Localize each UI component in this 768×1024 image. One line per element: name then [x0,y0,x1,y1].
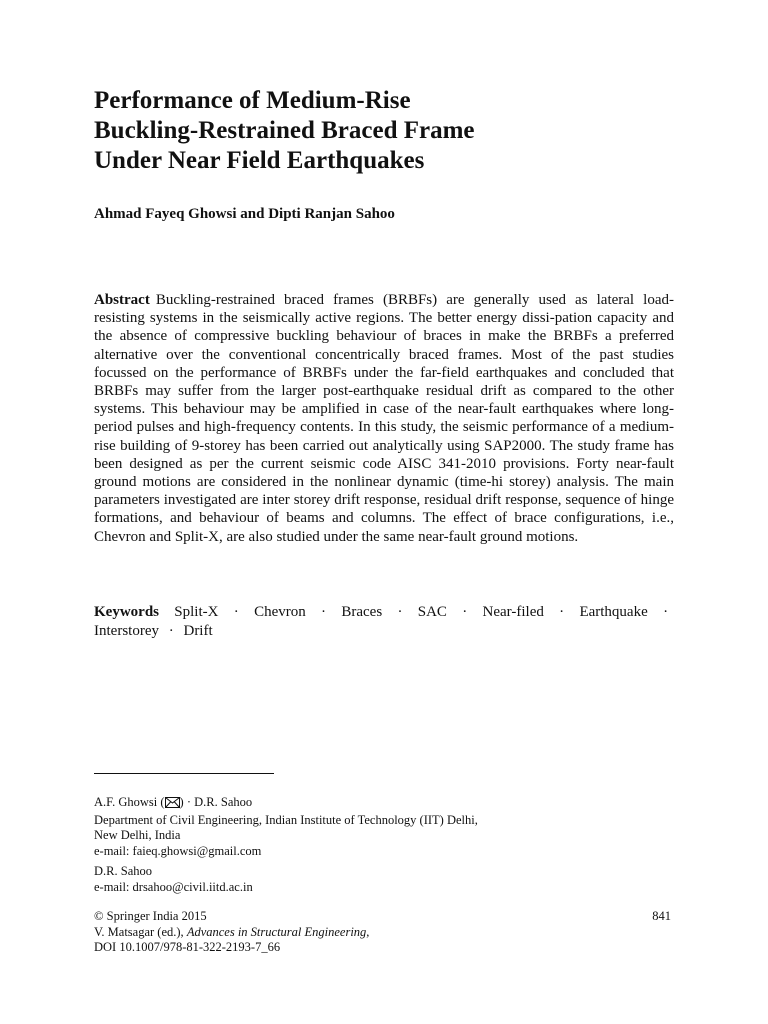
keyword-item: SAC [417,604,447,620]
book-citation [94,925,369,941]
keyword-separator: · [168,623,174,639]
keyword-separator: · [663,604,669,620]
keyword-item: Drift [183,623,213,639]
citation-suffix: , [366,924,370,939]
author1-name: A.F. Ghowsi ( [94,795,165,809]
paper-title [94,86,694,176]
keyword-separator: · [462,604,468,620]
book-title: Advances in Structural Engineering [186,924,367,939]
keyword-separator: · [321,604,327,620]
title-line-2: Buckling-Restrained Braced Frame [94,117,475,144]
copyright-block [94,909,369,956]
footnote-divider [94,773,274,774]
second-author-contact [94,864,654,895]
copyright-line: © Springer India 2015 [94,909,207,923]
doi: DOI 10.1007/978-81-322-2193-7_66 [94,940,281,954]
editor-text: V. Matsagar (ed.), [94,924,187,939]
email-2: e-mail: drsahoo@civil.iitd.ac.in [94,879,253,894]
keyword-separator: · [397,604,403,620]
keyword-separator: · [233,604,239,620]
corresponding-author-line [94,795,654,813]
keyword-item: Near-filed [482,604,544,620]
keyword-item: Split-X [174,604,219,620]
envelope-icon [165,797,180,813]
keyword-item: Braces [341,604,383,620]
author-list: Ahmad Fayeq Ghowsi and Dipti Ranjan Sahoo [94,206,395,222]
title-line-3: Under Near Field Earthquakes [94,147,425,174]
abstract-label: Abstract [94,292,150,308]
title-line-1: Performance of Medium-Rise [94,87,411,114]
city: New Delhi, India [94,828,181,842]
email-1: e-mail: faieq.ghowsi@gmail.com [94,843,262,858]
abstract [94,291,674,546]
abstract-text: Buckling-restrained braced frames (BRBFs) are generally used as lateral load-resisting systems in the seismically active regions. The better energy dissi-pation capacity and the absence of compressive buckling behaviour of braces in make the BRBFs a preferred alternative over the conventional concentrically braced frames. Most of the past studies focussed on the performance of BRBFs under the far-field earthquakes and concluded that BRBFs may suffer from the larger post-earthquake residual drift as compared to the other systems. This behaviour may be amplified in case of the near-fault earthquakes where long-period pulses and high-frequency contents. In this study, the seismic performance of a medium-rise building of 9-storey has been carried out analytically using SAP2000. The study frame has been designed as per the current seismic code AISC 341-2010 provisions. Forty near-fault ground motions are considered in the nonlinear dynamic (time-hi storey) analysis. The main parameters investigated are inter storey drift response, residual drift response, sequence of hinge formations, and behaviour of beams and columns. The effect of brace configurations, i.e., Chevron and Split-X, are also studied under the same near-fault ground motions. [94,292,674,545]
keyword-item: Chevron [254,604,306,620]
keyword-item: Interstorey [94,623,159,639]
keyword-item: Earthquake [579,604,648,620]
page-number: 841 [652,909,671,923]
keyword-separator: · [559,604,565,620]
author-affiliation [94,795,654,859]
department: Department of Civil Engineering, Indian Institute of Technology (IIT) Delhi, [94,812,478,827]
author2-name: D.R. Sahoo [94,864,152,878]
author1-suffix: ) · D.R. Sahoo [179,795,253,809]
keywords-label: Keywords [94,604,159,620]
keywords [94,603,674,641]
